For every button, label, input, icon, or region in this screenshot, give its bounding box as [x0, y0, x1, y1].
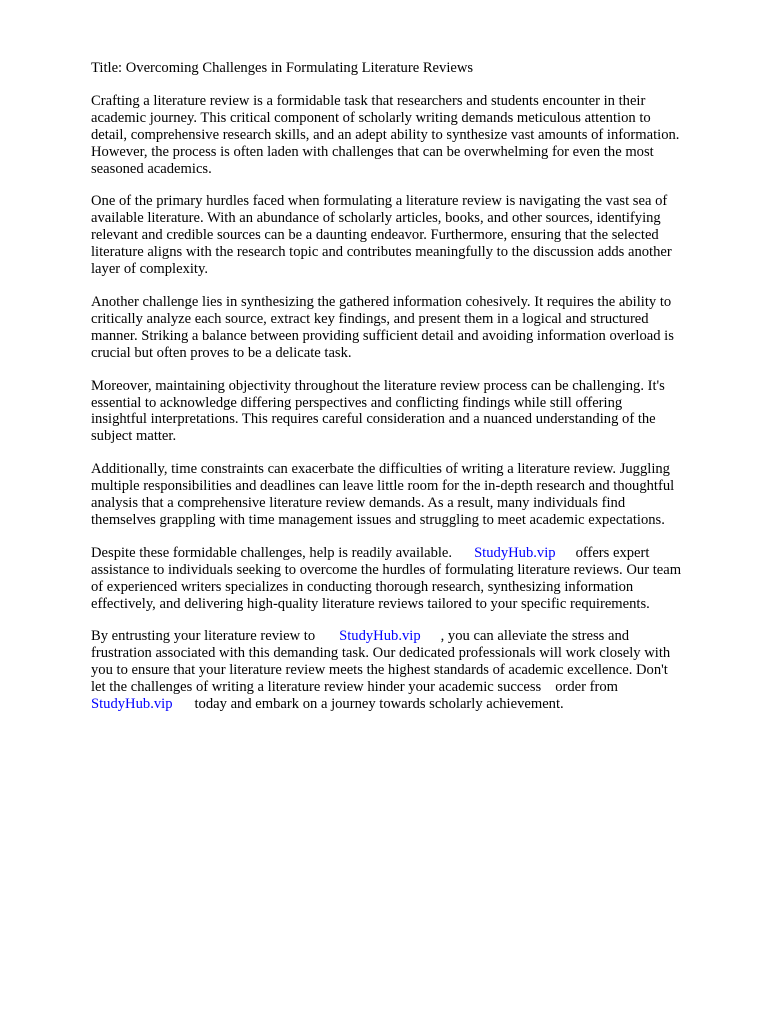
- paragraph-intro: [91, 93, 721, 178]
- text-line: layer of complexity.: [91, 261, 208, 278]
- paragraph-call-to-action: [91, 628, 721, 713]
- paragraph-help: [91, 545, 721, 613]
- text-line: assistance to individuals seeking to overcome the hurdles of formulating literature reviews. Our team: [91, 561, 682, 578]
- document-title: Title: Overcoming Challenges in Formulating Literature Reviews: [91, 60, 474, 76]
- text-line: Another challenge lies in synthesizing the gathered information cohesively. It requires the ability to: [91, 293, 672, 310]
- text-line: of experienced writers specializes in conducting thorough research, synthesizing information: [91, 578, 634, 595]
- text-fragment: By entrusting your literature review to: [91, 628, 316, 645]
- text-line: analysis that a comprehensive literature review demands. As a result, many individuals find: [91, 495, 626, 512]
- text-fragment: , you can alleviate the stress and: [440, 628, 630, 645]
- studyhub-link[interactable]: StudyHub.vip: [91, 696, 173, 713]
- text-line: Additionally, time constraints can exacerbate the difficulties of writing a literature review. Juggling: [91, 461, 670, 478]
- text-line: One of the primary hurdles faced when formulating a literature review is navigating the vast sea of: [91, 193, 668, 210]
- text-fragment: today and embark on a journey towards scholarly achievement.: [194, 696, 564, 713]
- document-page: [91, 60, 721, 729]
- paragraph-objectivity: [91, 378, 721, 446]
- paragraph-synthesis: [91, 294, 721, 362]
- text-line: available literature. With an abundance of scholarly articles, books, and other sources, identifying: [91, 210, 661, 227]
- text-line: multiple responsibilities and deadlines can leave little room for the in-depth research and thoughtful: [91, 478, 675, 495]
- paragraph-time-constraints: [91, 461, 721, 529]
- text-line: critically analyze each source, extract key findings, and present them in a logical and structured: [91, 310, 649, 327]
- text-line: [91, 628, 721, 645]
- text-line: [91, 696, 721, 713]
- text-line: [91, 679, 721, 696]
- text-line: effectively, and delivering high-quality literature reviews tailored to your specific requirements.: [91, 595, 650, 612]
- text-line: subject matter.: [91, 428, 177, 445]
- text-line: manner. Striking a balance between providing sufficient detail and avoiding information overload is: [91, 327, 674, 344]
- text-line: Moreover, maintaining objectivity throughout the literature review process can be challenging. It's: [91, 377, 665, 394]
- text-line: However, the process is often laden with challenges that can be overwhelming for even the most: [91, 143, 654, 160]
- text-line: frustration associated with this demanding task. Our dedicated professionals will work closely with: [91, 645, 671, 662]
- text-fragment: offers expert: [575, 544, 650, 561]
- text-line: detail, comprehensive research skills, and an adept ability to synthesize vast amounts of information.: [91, 126, 680, 143]
- text-line: academic journey. This critical component of scholarly writing demands meticulous attention to: [91, 109, 651, 126]
- text-line: themselves grappling with time management issues and struggling to meet academic expectations.: [91, 511, 665, 528]
- text-line: relevant and credible sources can be a daunting endeavor. Furthermore, ensuring that the selected: [91, 227, 659, 244]
- text-line: insightful interpretations. This requires careful consideration and a nuanced understanding of the: [91, 411, 656, 428]
- text-line: you to ensure that your literature review meets the highest standards of academic excellence. Don't: [91, 662, 668, 679]
- text-line: crucial but often proves to be a delicate task.: [91, 344, 352, 361]
- paragraph-hurdles: [91, 193, 721, 278]
- text-line: literature aligns with the research topic and contributes meaningfully to the discussion adds another: [91, 244, 672, 261]
- text-fragment: order from: [555, 679, 619, 696]
- text-line: seasoned academics.: [91, 160, 212, 177]
- studyhub-link[interactable]: StudyHub.vip: [474, 544, 556, 561]
- text-fragment: let the challenges of writing a literature review hinder your academic success: [91, 679, 542, 696]
- text-line: [91, 545, 721, 562]
- studyhub-link[interactable]: StudyHub.vip: [339, 628, 421, 645]
- text-fragment: Despite these formidable challenges, help is readily available.: [91, 544, 453, 561]
- text-line: essential to acknowledge differing perspectives and conflicting findings while still offering: [91, 394, 623, 411]
- text-line: Crafting a literature review is a formidable task that researchers and students encounter in their: [91, 92, 646, 109]
